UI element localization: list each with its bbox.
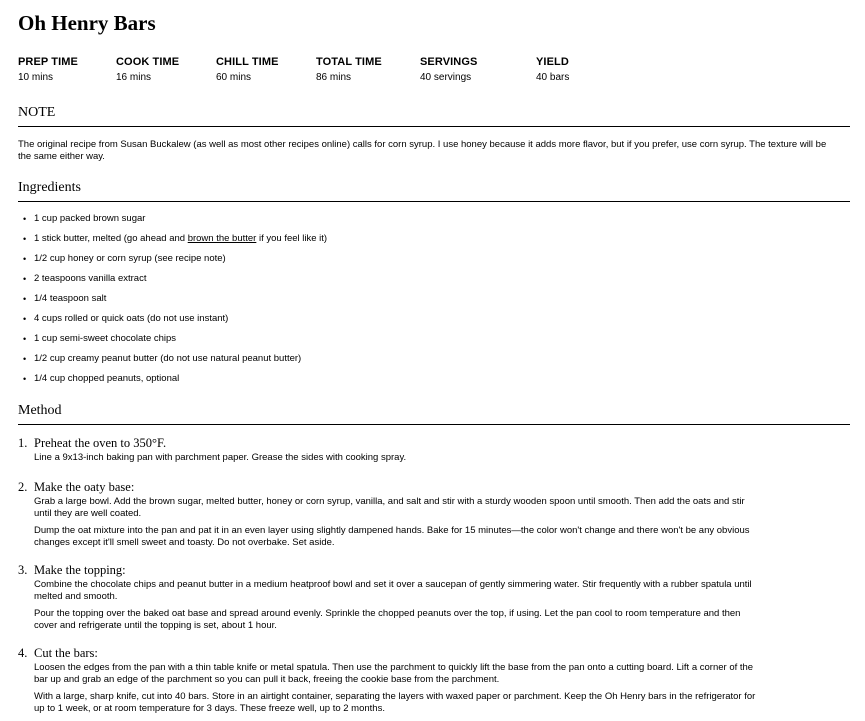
step-title: Make the topping: <box>34 563 126 577</box>
ingredient-text: 1 cup semi-sweet chocolate chips <box>34 333 177 344</box>
bullet-icon: • <box>23 254 27 264</box>
meta-value: 60 mins <box>216 72 252 83</box>
ingredient-item <box>18 372 327 392</box>
ingredient-item <box>18 212 327 232</box>
step-paragraph: Loosen the edges from the pan with a thin table knife or metal spatula. Then use the parchment to quickly lift the base from the pan onto a cutting board. Lift a corner of the bar up and grab an edge of the parchment so you can pull it back, freeing the cookie base from the parchment. <box>34 662 754 685</box>
meta-value: 40 bars <box>536 72 570 83</box>
step-number: 4. <box>18 646 28 660</box>
meta-value: 10 mins <box>18 72 54 83</box>
recipe-meta <box>18 55 850 85</box>
ingredient-item <box>18 352 327 372</box>
bullet-icon: • <box>23 294 27 304</box>
step-title: Preheat the oven to 350°F. <box>34 436 167 450</box>
method-step-2 <box>18 479 758 554</box>
ingredient-item <box>18 332 327 352</box>
ingredient-text: 2 teaspoons vanilla extract <box>34 273 147 284</box>
step-paragraph: Combine the chocolate chips and peanut butter in a medium heatproof bowl and set it over a saucepan of gently simmering water. Stir frequently with a rubber spatula until melted and smooth. <box>34 579 752 602</box>
step-heading <box>18 645 758 662</box>
meta-label: CHILL TIME <box>216 56 279 68</box>
method-step-4 <box>18 645 758 720</box>
ingredient-item <box>18 232 327 252</box>
method-step-3 <box>18 562 758 637</box>
step-number: 1. <box>18 436 28 450</box>
bullet-icon: • <box>23 334 27 344</box>
step-paragraph: Line a 9x13-inch baking pan with parchment paper. Grease the sides with cooking spray. <box>34 452 407 463</box>
brown-the-butter-link[interactable]: brown the butter <box>187 233 257 244</box>
meta-label: PREP TIME <box>18 56 78 68</box>
ingredient-text: 4 cups rolled or quick oats (do not use instant) <box>34 313 229 324</box>
ingredient-text: 1/4 cup chopped peanuts, optional <box>34 373 180 384</box>
bullet-icon: • <box>23 374 27 384</box>
meta-value: 16 mins <box>116 72 152 83</box>
ingredient-text: if you feel like it) <box>256 233 328 244</box>
ingredient-item <box>18 292 327 312</box>
recipe-title: Oh Henry Bars <box>18 11 156 35</box>
meta-prep-time <box>18 55 78 84</box>
note-heading: NOTE <box>18 104 850 127</box>
step-number: 3. <box>18 563 28 577</box>
step-heading <box>18 435 758 452</box>
method-step-1 <box>18 435 758 469</box>
step-paragraph: Dump the oat mixture into the pan and pat it in an even layer using slightly dampened hands. Bake for 15 minutes—the color won't change and there won't be any obvious changes except it'll smell sweet and toasty. Do not overbake. Set aside. <box>34 525 750 548</box>
step-paragraph: Pour the topping over the baked oat base and spread around evenly. Sprinkle the chopped peanuts over the top, if using. Let the pan cool to room temperature and then cover and refrigerate until the topping is set, about 1 hour. <box>34 608 741 631</box>
bullet-icon: • <box>23 214 27 224</box>
meta-label: TOTAL TIME <box>316 56 382 68</box>
bullet-icon: • <box>23 274 27 284</box>
step-heading <box>18 479 758 496</box>
meta-cook-time <box>116 55 179 84</box>
ingredient-text: 1 cup packed brown sugar <box>34 213 146 224</box>
ingredient-text: 1/2 cup honey or corn syrup (see recipe note) <box>34 253 226 264</box>
meta-yield <box>536 55 569 84</box>
step-paragraph: With a large, sharp knife, cut into 40 bars. Store in an airtight container, separating the layers with waxed paper or parchment. Keep the Oh Henry bars in the refrigerator for up to 1 week, or at room temperature for 3 days. These freeze well, up to 2 months. <box>34 691 756 714</box>
meta-label: YIELD <box>536 56 569 68</box>
ingredient-item <box>18 252 327 272</box>
ingredient-item <box>18 272 327 292</box>
ingredients-heading: Ingredients <box>18 179 850 202</box>
step-heading <box>18 562 758 579</box>
ingredient-text: 1/2 cup creamy peanut butter (do not use natural peanut butter) <box>34 353 302 364</box>
meta-chill-time <box>216 55 279 84</box>
step-title: Cut the bars: <box>34 646 98 660</box>
bullet-icon: • <box>23 354 27 364</box>
ingredient-item <box>18 312 327 332</box>
bullet-icon: • <box>23 314 27 324</box>
ingredient-text: 1/4 teaspoon salt <box>34 293 107 304</box>
meta-total-time <box>316 55 382 84</box>
step-title: Make the oaty base: <box>34 480 135 494</box>
meta-servings <box>420 55 477 84</box>
method-heading: Method <box>18 402 850 425</box>
step-number: 2. <box>18 480 28 494</box>
meta-label: SERVINGS <box>420 56 478 68</box>
meta-value: 86 mins <box>316 72 352 83</box>
bullet-icon: • <box>23 234 27 244</box>
ingredients-list <box>18 212 327 392</box>
step-paragraph: Grab a large bowl. Add the brown sugar, melted butter, honey or corn syrup, vanilla, and salt and stir with a sturdy wooden spoon until smooth. Then add the oats and stir until they are well coated. <box>34 496 745 519</box>
note-text: The original recipe from Susan Buckalew (as well as most other recipes online) calls for corn syrup. I use honey because it adds more flavor, but if you prefer, use corn syrup. The texture will be the same either way. <box>18 139 827 162</box>
meta-value: 40 servings <box>420 72 472 83</box>
meta-label: COOK TIME <box>116 56 180 68</box>
ingredient-text: 1 stick butter, melted (go ahead and <box>34 233 188 244</box>
